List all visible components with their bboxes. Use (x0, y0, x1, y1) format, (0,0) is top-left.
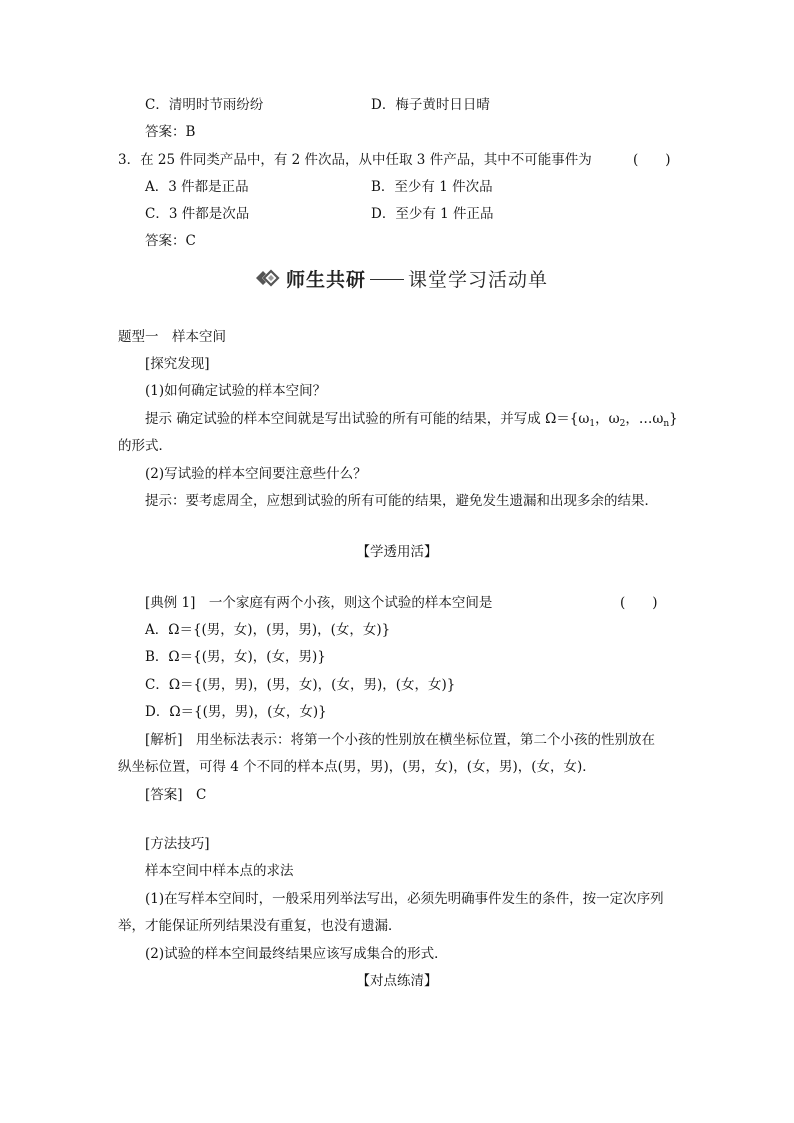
explore-hint-1-cont: 的形式． (118, 438, 172, 454)
duidian-heading: 【对点练清】 (356, 973, 438, 989)
q2-option-d: D．梅子黄时日日晴 (371, 97, 490, 113)
q3-paren: ( ) (633, 152, 671, 168)
explore-hint-1: 提示 确定试验的样本空间就是写出试验的所有可能的结果，并写成 $\Omega=\{\omega_1$，$\omega_2$，$\dots\omega_n$} (145, 411, 678, 429)
example-option-a: A．Ω＝{(男，女)，(男，男)，(女，女)} (145, 622, 391, 638)
section-banner (254, 264, 548, 292)
example-option-d: D．Ω＝{(男，男)，(女，女)} (145, 704, 327, 720)
example-paren: ( ) (620, 595, 658, 611)
method-paragraph-2: (2)试验的样本空间最终结果应该写成集合的形式． (145, 946, 448, 962)
q3-option-a: A．3 件都是正品 (145, 179, 249, 195)
example-option-b: B．Ω＝{(男，女)，(女，男)} (145, 649, 326, 665)
explore-hint-2: 提示：要考虑周全，应想到试验的所有可能的结果，避免发生遗漏和出现多余的结果． (145, 493, 658, 509)
method-paragraph-1: (1)在写样本空间时，一般采用列举法写出，必须先明确事件发生的条件，按一定次序列 (145, 891, 664, 907)
example-stem: [典例 1] 一个家庭有两个小孩，则这个试验的样本空间是 (145, 595, 493, 611)
banner-title: 课堂学习活动单 (408, 268, 549, 291)
q3-answer: 答案：C (145, 233, 196, 249)
example-analysis-1: [解析] 用坐标法表示：将第一个小孩的性别放在横坐标位置，第二个小孩的性别放在 (145, 732, 656, 748)
q3-option-d: D．至少有 1 件正品 (371, 206, 494, 222)
example-analysis-2: 纵坐标位置，可得 4 个不同的样本点(男，男)，(男，女)，(女，男)，(女，女)． (118, 759, 596, 775)
banner-dash (370, 279, 404, 280)
diamond-logo-icon (254, 268, 280, 288)
q3-stem: 3．在 25 件同类产品中，有 2 件次品，从中任取 3 件产品，其中不可能事件为 (118, 152, 592, 168)
explore-question-2: (2)写试验的样本空间要注意些什么？ (145, 466, 367, 482)
q3-option-c: C．3 件都是次品 (145, 206, 250, 222)
q3-option-b: B．至少有 1 件次品 (371, 179, 493, 195)
xuetou-heading: 【学透用活】 (356, 544, 438, 560)
explore-heading: [探究发现] (145, 356, 210, 372)
example-option-c: C．Ω＝{(男，男)，(男，女)，(女，男)，(女，女)} (145, 677, 456, 693)
explore-question-1: (1)如何确定试验的样本空间？ (145, 383, 327, 399)
q2-answer: 答案：B (145, 124, 196, 140)
method-heading: [方法技巧] (145, 836, 210, 852)
q2-option-c: C．清明时节雨纷纷 (145, 97, 264, 113)
method-paragraph-1-cont: 举，才能保证所列结果没有重复，也没有遗漏． (118, 918, 402, 934)
section-title: 题型一 样本空间 (118, 329, 226, 345)
example-answer: [答案] C (145, 787, 207, 803)
method-subtitle: 样本空间中样本点的求法 (145, 863, 294, 879)
banner-title-bold: 师生共研 (286, 268, 367, 291)
